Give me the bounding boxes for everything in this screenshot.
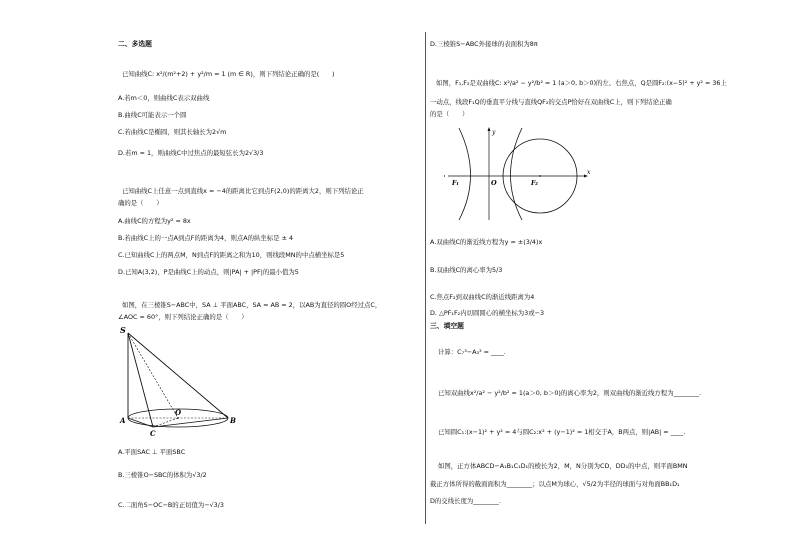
pyramid-figure: [118, 323, 238, 441]
q4-stem-line3: 的是（ ）: [430, 110, 469, 118]
q1-stem: 已知曲线C: x²/(m²+2) + y²/m = 1 (m ∈ R)，则下列结论正确的是( ): [122, 70, 335, 78]
fill-q1: 计算：C₇³−A₃³ = ____.: [438, 348, 506, 356]
label-a: A: [120, 416, 126, 425]
label-f1: F₁: [452, 180, 459, 187]
q2-option-c: C.已知曲线C上的两点M，N到点F的距离之和为10，则线段MN的中点横坐标是5: [118, 251, 345, 259]
q4-stem-line2: 一动点，线段F₁Q的垂直平分线与直线QF₂的交点P恰好在双曲线C上，则下列结论正确: [430, 98, 672, 106]
section-heading-fill: 三、填空题: [430, 322, 464, 330]
q2-option-b: B.若曲线C上的一点A到点F的距离为4，则点A的纵坐标是 ± 4: [118, 234, 294, 242]
q3-option-d: D.三棱锥S−ABC外接球的表面积为8π: [430, 40, 538, 48]
label-c: C: [150, 429, 156, 438]
section-heading-multi: 二、多选题: [118, 40, 152, 48]
label-origin: O: [491, 179, 497, 187]
q1-option-b: B.曲线C可能表示一个圆: [118, 111, 187, 119]
q1-option-a: A.若m＜0，则曲线C表示双曲线: [118, 94, 210, 102]
label-x-axis: x: [587, 169, 591, 176]
q1-option-d: D.若m = 1，则曲线C中过焦点的最短弦长为2√3/3: [118, 149, 264, 157]
label-s: S: [120, 325, 126, 335]
hyperbola-figure: [444, 124, 594, 224]
q3-stem-line2: ∠AOC = 60°，则下列结论正确的是（ ）: [118, 313, 248, 321]
column-divider: [425, 32, 426, 524]
label-f2: F₂: [531, 180, 538, 187]
q3-option-c: C.二面角S−OC−B的正切值为−√3/3: [118, 501, 224, 509]
fill-q4-line1: 如图，正方体ABCD−A₁B₁C₁D₁的棱长为2，M，N分别为CD，DD₁的中点，则平面BMN: [438, 462, 688, 470]
q4-option-c: C.焦点F₂到双曲线C的渐近线距离为4: [430, 293, 535, 301]
fill-q4-line3: D的交线长度为________.: [430, 497, 501, 505]
q3-option-b: B.三棱锥O−SBC的体积为√3/2: [118, 471, 207, 479]
label-y-axis: y: [492, 129, 496, 136]
q4-option-d: D. △PF₁F₂内切圆圆心的横坐标为3或−3: [430, 309, 545, 317]
fill-q4-line2: 截正方体所得的截面面积为________；以点M为球心，√5/2为半径的球面与对角面BB₁D₁: [430, 480, 680, 488]
q2-stem-line1: 已知曲线C上任意一点到直线x = −4的距离比它到点F(2,0)的距离大2，则下列结论正: [122, 187, 364, 195]
q4-stem-line1: 如图，F₁,F₂是双曲线C: x²/a² − y²/b² = 1 (a＞0, b＞0)的左、右焦点，Q是圆F₂:(x−5)² + y² = 36上: [436, 80, 727, 87]
q4-option-a: A.双曲线C的渐近线方程为y = ±(3/4)x: [430, 238, 543, 246]
q1-option-c: C.若曲线C是椭圆，则其长轴长为2√m: [118, 128, 227, 136]
q3-stem-line1: 如图，在三棱锥S−ABC中，SA ⊥ 平面ABC，SA = AB = 2，以AB为直径的圆O经过点C，: [122, 301, 382, 309]
q2-option-d: D.已知A(3,2)，P是曲线C上的动点，则|PA| + |PF|的最小值为5: [118, 268, 299, 276]
q2-option-a: A.曲线C的方程为y² = 8x: [118, 217, 191, 225]
label-b: B: [230, 416, 236, 425]
q2-stem-line2: 确的是（ ）: [118, 199, 163, 207]
fill-q2: 已知双曲线x²/a² − y²/b² = 1(a＞0, b＞0)的离心率为2，则双曲线的渐近线方程为________.: [438, 389, 702, 397]
fill-q3: 已知圆C₁:(x−1)² + y² = 4与圆C₂:x² + (y−1)² = 1相交于A，B两点，则|AB| = ____.: [438, 428, 686, 436]
q4-option-b: B.双曲线C的离心率为5/3: [430, 266, 503, 274]
q3-option-a: A.平面SAC ⊥ 平面SBC: [118, 448, 186, 456]
label-o: O: [175, 408, 182, 417]
